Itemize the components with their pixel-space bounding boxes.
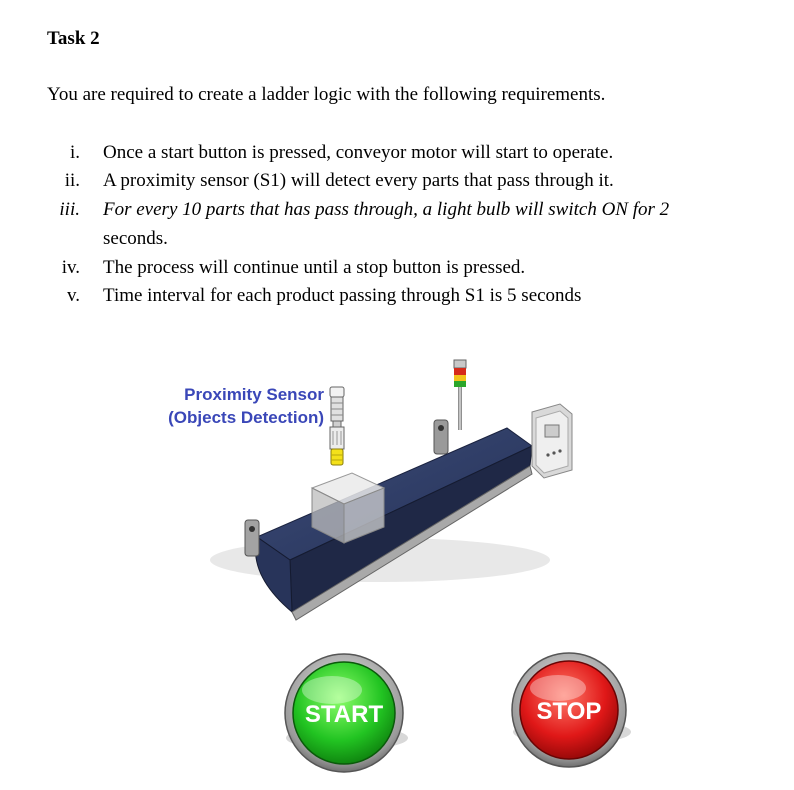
stop-button-label: STOP	[536, 698, 602, 725]
requirement-number: ii.	[64, 170, 80, 191]
back-bracket	[434, 420, 448, 454]
control-box	[532, 404, 572, 478]
stop-button[interactable]	[512, 653, 631, 767]
requirement-text: For every 10 parts that has pass through, a light bulb will switch ON for 2	[103, 199, 670, 220]
proximity-sensor	[330, 387, 344, 465]
conveyor-belt	[255, 428, 532, 620]
requirement-text: The process will continue until a stop button is pressed.	[103, 257, 526, 278]
start-button[interactable]	[285, 654, 408, 772]
requirement-number: iii.	[59, 199, 80, 220]
task-title: Task 2	[47, 28, 100, 49]
requirement-text: Once a start button is pressed, conveyor motor will start to operate.	[103, 142, 614, 163]
requirement-text: A proximity sensor (S1) will detect every parts that pass through it.	[103, 170, 614, 191]
intro-text: You are required to create a ladder logic with the following requirements.	[47, 84, 606, 105]
proximity-sensor-label	[148, 383, 324, 429]
requirement-text: Time interval for each product passing through S1 is 5 seconds	[103, 285, 582, 306]
start-button-label: START	[304, 701, 384, 728]
front-bracket	[245, 520, 259, 556]
requirement-number: i.	[69, 142, 80, 163]
requirement-number: v.	[66, 285, 80, 306]
tower-light	[454, 360, 466, 430]
sensor-label-line2: (Objects Detection)	[168, 408, 324, 427]
requirement-number: iv.	[61, 257, 80, 278]
sensor-label-line1: Proximity Sensor	[184, 385, 324, 404]
requirement-text-continuation: seconds.	[103, 228, 168, 249]
